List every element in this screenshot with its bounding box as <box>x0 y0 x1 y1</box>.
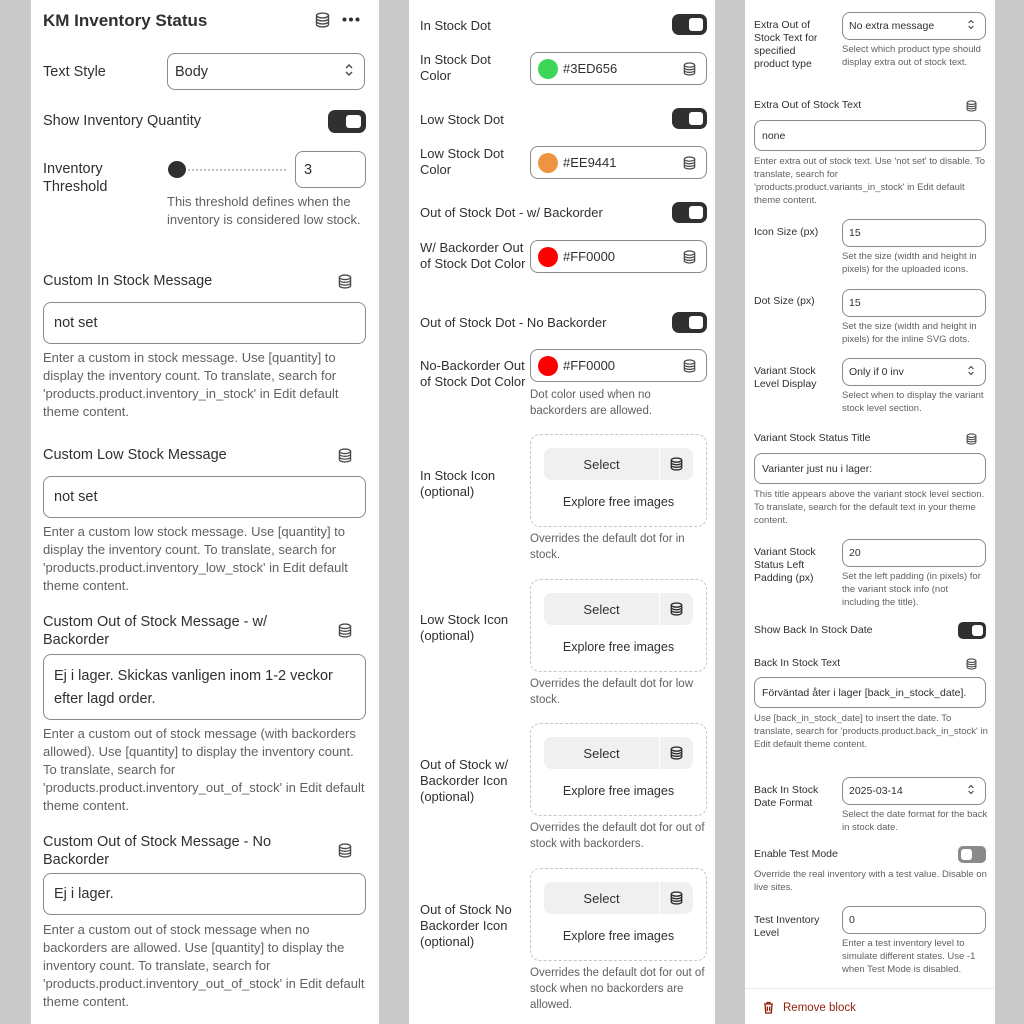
oos-nobackorder-icon-picker <box>530 868 707 961</box>
variant-display-select[interactable] <box>842 358 986 386</box>
explore-free-images-link[interactable]: Explore free images <box>562 495 675 509</box>
oos-nobackorder-icon-help: Overrides the default dot for out of stock when no backorders are allowed. <box>530 967 705 1011</box>
test-mode-help: Override the real inventory with a test value. Disable on live sites. <box>754 869 987 893</box>
oos-nobackorder-icon-label: Out of Stock No Backorder Icon (optional) <box>420 902 512 949</box>
oos-backorder-icon-picker <box>530 723 707 816</box>
low-stock-message-value: not set <box>54 489 98 505</box>
dynamic-source-icon[interactable] <box>683 62 696 76</box>
low-stock-color-picker[interactable] <box>530 146 707 179</box>
in-stock-message-value: not set <box>54 315 98 331</box>
oos-nobackorder-message-help: Enter a custom out of stock message when no backorders are allowed. Use [quantity] to display the inventory count. To translate, search for 'products.product.inventory_out_of_stock' in Edit default theme content. <box>43 922 365 1009</box>
text-style-label: Text Style <box>43 64 106 80</box>
oos-nobackorder-icon-select-button[interactable] <box>544 882 693 914</box>
slider-handle[interactable] <box>168 161 186 178</box>
show-back-in-stock-label: Show Back In Stock Date <box>754 624 873 636</box>
low-stock-icon-select-button[interactable] <box>544 593 693 625</box>
variant-padding-label: Variant Stock Status Left Padding (px) <box>754 546 816 584</box>
variant-title-value: Varianter just nu i lager: <box>762 462 873 475</box>
chevron-updown-icon <box>967 19 975 33</box>
variant-display-value: Only if 0 inv <box>849 366 904 378</box>
in-stock-color-picker[interactable] <box>530 52 707 85</box>
extra-oos-type-select[interactable] <box>842 12 986 40</box>
select-label: Select <box>544 882 660 914</box>
backorder-color-picker[interactable] <box>530 240 707 273</box>
dynamic-source-icon[interactable] <box>683 156 696 170</box>
test-mode-label: Enable Test Mode <box>754 848 838 860</box>
test-level-label: Test Inventory Level <box>754 914 820 939</box>
in-stock-message-help: Enter a custom in stock message. Use [quantity] to display the inventory count. To translate, search for 'products.product.inventory_in_stock' in Edit default theme content. <box>43 350 339 419</box>
dynamic-source-icon[interactable] <box>683 250 696 264</box>
test-level-help: Enter a test inventory level to simulate different states. Use -1 when Test Mode is disabled. <box>842 938 976 975</box>
low-stock-dot-label: Low Stock Dot <box>420 112 504 127</box>
in-stock-dot-label: In Stock Dot <box>420 18 491 33</box>
backorder-color-value: #FF0000 <box>563 249 616 264</box>
select-label: Select <box>544 448 660 480</box>
oos-nobackorder-message-label: Custom Out of Stock Message - No Backorder <box>43 834 272 868</box>
dynamic-source-icon[interactable] <box>660 737 693 769</box>
variant-padding-input[interactable] <box>842 539 986 567</box>
block-settings-panel-left <box>31 0 379 1024</box>
chevron-updown-icon <box>967 784 975 798</box>
variant-padding-value: 20 <box>849 547 861 559</box>
oos-backorder-message-value: Ej i lager. Skickas vanligen inom 1-2 veckor efter lagd order. <box>54 668 333 707</box>
extra-oos-text-value: none <box>762 129 786 142</box>
in-stock-color-swatch[interactable] <box>538 59 558 79</box>
test-level-value: 0 <box>849 914 855 926</box>
dot-size-input[interactable] <box>842 289 986 317</box>
nobackorder-color-picker[interactable] <box>530 349 707 382</box>
threshold-slider[interactable] <box>168 161 288 178</box>
low-stock-color-swatch[interactable] <box>538 153 558 173</box>
variant-title-help: This title appears above the variant stock level section. To translate, search for the default text in your theme content. <box>754 489 985 526</box>
show-quantity-toggle[interactable] <box>328 110 366 133</box>
dynamic-source-icon[interactable] <box>315 12 330 28</box>
remove-block-button[interactable] <box>763 1001 856 1014</box>
back-in-stock-format-select[interactable] <box>842 777 986 805</box>
dynamic-source-icon[interactable] <box>338 274 352 289</box>
variant-padding-help: Set the left padding (in pixels) for the variant stock info (not including the title). <box>842 571 981 608</box>
extra-oos-type-value: No extra message <box>849 20 935 32</box>
oos-backorder-icon-label: Out of Stock w/ Backorder Icon (optional) <box>420 757 509 804</box>
select-label: Select <box>544 593 660 625</box>
dynamic-source-icon[interactable] <box>660 593 693 625</box>
oos-backorder-message-label: Custom Out of Stock Message - w/ Backorder <box>43 614 268 648</box>
explore-free-images-link[interactable]: Explore free images <box>562 929 675 943</box>
dynamic-source-icon[interactable] <box>338 843 352 858</box>
extra-oos-type-label: Extra Out of Stock Text for specified product type <box>754 19 818 70</box>
icon-size-value: 15 <box>849 227 861 239</box>
dynamic-source-icon[interactable] <box>660 448 693 480</box>
in-stock-color-label: In Stock Dot Color <box>420 52 491 83</box>
in-stock-dot-toggle[interactable] <box>672 14 707 35</box>
variant-title-input[interactable] <box>754 453 986 484</box>
trash-icon <box>763 1001 774 1014</box>
oos-backorder-icon-select-button[interactable] <box>544 737 693 769</box>
text-style-value: Body <box>175 63 209 80</box>
oos-backorder-message-help: Enter a custom out of stock message (with backorders allowed). Use [quantity] to display the inventory count. To translate, search for 'products.product.inventory_out_of_stock' in Edit default theme content. <box>43 726 365 813</box>
back-in-stock-text-help: Use [back_in_stock_date] to insert the date. To translate, search for 'products.product.back_in_stock' in Edit default theme content. <box>754 713 988 750</box>
low-stock-dot-toggle[interactable] <box>672 108 707 129</box>
low-stock-message-input[interactable] <box>43 476 366 518</box>
extra-oos-text-help: Enter extra out of stock text. Use 'not set' to disable. To translate, search for 'products.product.variants_in_stock' in Edit default theme content. <box>754 156 986 206</box>
variant-display-help: Select when to display the variant stock level section. <box>842 390 984 414</box>
divider <box>745 988 995 989</box>
block-settings-panel-right <box>745 0 995 1024</box>
low-stock-color-label: Low Stock Dot Color <box>420 146 504 177</box>
nobackorder-color-swatch[interactable] <box>538 356 558 376</box>
text-style-select[interactable] <box>167 53 365 90</box>
oos-dot-backorder-label: Out of Stock Dot - w/ Backorder <box>420 205 603 220</box>
extra-oos-type-help: Select which product type should display extra out of stock text. <box>842 44 981 68</box>
back-in-stock-format-value: 2025-03-14 <box>849 785 903 797</box>
explore-free-images-link[interactable]: Explore free images <box>562 784 675 798</box>
nobackorder-color-label: No-Backorder Out of Stock Dot Color <box>420 358 526 389</box>
in-stock-message-input[interactable] <box>43 302 366 344</box>
back-in-stock-text-value: Förväntad åter i lager [back_in_stock_date]. <box>762 686 967 699</box>
low-stock-message-help: Enter a custom low stock message. Use [quantity] to display the inventory count. To translate, search for 'products.product.inventory_low_stock' in Edit default theme content. <box>43 524 348 593</box>
extra-oos-text-input[interactable] <box>754 120 986 151</box>
remove-block-label: Remove block <box>783 1001 856 1014</box>
select-label: Select <box>544 737 660 769</box>
nobackorder-color-value: #FF0000 <box>563 358 616 373</box>
block-settings-panel-middle <box>409 0 715 1024</box>
dot-size-value: 15 <box>849 297 861 309</box>
show-back-in-stock-toggle[interactable] <box>958 622 986 639</box>
nobackorder-color-help: Dot color used when no backorders are allowed. <box>530 389 653 417</box>
dynamic-source-icon[interactable] <box>683 359 696 373</box>
extra-oos-text-label: Extra Out of Stock Text <box>754 99 862 111</box>
dynamic-source-icon[interactable] <box>966 433 977 445</box>
oos-nobackorder-message-input[interactable] <box>43 873 366 915</box>
chevron-updown-icon <box>344 63 354 81</box>
threshold-label: Inventory Threshold <box>43 161 108 195</box>
in-stock-icon-help: Overrides the default dot for in stock. <box>530 533 685 561</box>
in-stock-message-label: Custom In Stock Message <box>43 273 213 289</box>
oos-dot-nobackorder-toggle[interactable] <box>672 312 707 333</box>
in-stock-icon-label: In Stock Icon (optional) <box>420 468 496 499</box>
low-stock-message-label: Custom Low Stock Message <box>43 447 227 463</box>
back-in-stock-text-input[interactable] <box>754 677 986 708</box>
show-quantity-label: Show Inventory Quantity <box>43 113 201 129</box>
low-stock-color-value: #EE9441 <box>563 155 617 170</box>
oos-dot-nobackorder-label: Out of Stock Dot - No Backorder <box>420 315 607 330</box>
back-in-stock-text-label: Back In Stock Text <box>754 657 841 669</box>
in-stock-icon-select-button[interactable] <box>544 448 693 480</box>
chevron-updown-icon <box>967 365 975 379</box>
oos-backorder-message-input[interactable] <box>43 654 366 720</box>
icon-size-input[interactable] <box>842 219 986 247</box>
test-level-input[interactable] <box>842 906 986 934</box>
in-stock-color-value: #3ED656 <box>563 61 618 76</box>
variant-display-label: Variant Stock Level Display <box>754 365 817 390</box>
oos-nobackorder-message-value: Ej i lager. <box>54 886 114 902</box>
explore-free-images-link[interactable]: Explore free images <box>562 640 675 654</box>
block-title: KM Inventory Status <box>43 11 208 30</box>
oos-backorder-icon-help: Overrides the default dot for out of stock with backorders. <box>530 822 705 850</box>
icon-size-label: Icon Size (px) <box>754 226 819 238</box>
more-options-icon[interactable] <box>342 17 360 22</box>
backorder-color-label: W/ Backorder Out of Stock Dot Color <box>420 240 526 271</box>
test-mode-toggle[interactable] <box>958 846 986 863</box>
in-stock-icon-picker <box>530 434 707 527</box>
oos-dot-backorder-toggle[interactable] <box>672 202 707 223</box>
back-in-stock-format-label: Back In Stock Date Format <box>754 784 819 809</box>
dynamic-source-icon[interactable] <box>966 100 977 112</box>
dynamic-source-icon[interactable] <box>338 623 352 638</box>
threshold-help: This threshold defines when the inventory is considered low stock. <box>167 194 361 227</box>
backorder-color-swatch[interactable] <box>538 247 558 267</box>
back-in-stock-format-help: Select the date format for the back in stock date. <box>842 809 988 833</box>
variant-title-label: Variant Stock Status Title <box>754 432 871 444</box>
threshold-value: 3 <box>304 161 313 178</box>
dot-size-label: Dot Size (px) <box>754 295 815 307</box>
dynamic-source-icon[interactable] <box>660 882 693 914</box>
dot-size-help: Set the size (width and height in pixels) for the inline SVG dots. <box>842 321 977 345</box>
dynamic-source-icon[interactable] <box>338 448 352 463</box>
icon-size-help: Set the size (width and height in pixels) for the uploaded icons. <box>842 251 977 275</box>
dynamic-source-icon[interactable] <box>966 658 977 670</box>
low-stock-icon-label: Low Stock Icon (optional) <box>420 612 509 643</box>
threshold-number-input[interactable] <box>295 151 366 188</box>
low-stock-icon-help: Overrides the default dot for low stock. <box>530 678 693 706</box>
low-stock-icon-picker <box>530 579 707 672</box>
